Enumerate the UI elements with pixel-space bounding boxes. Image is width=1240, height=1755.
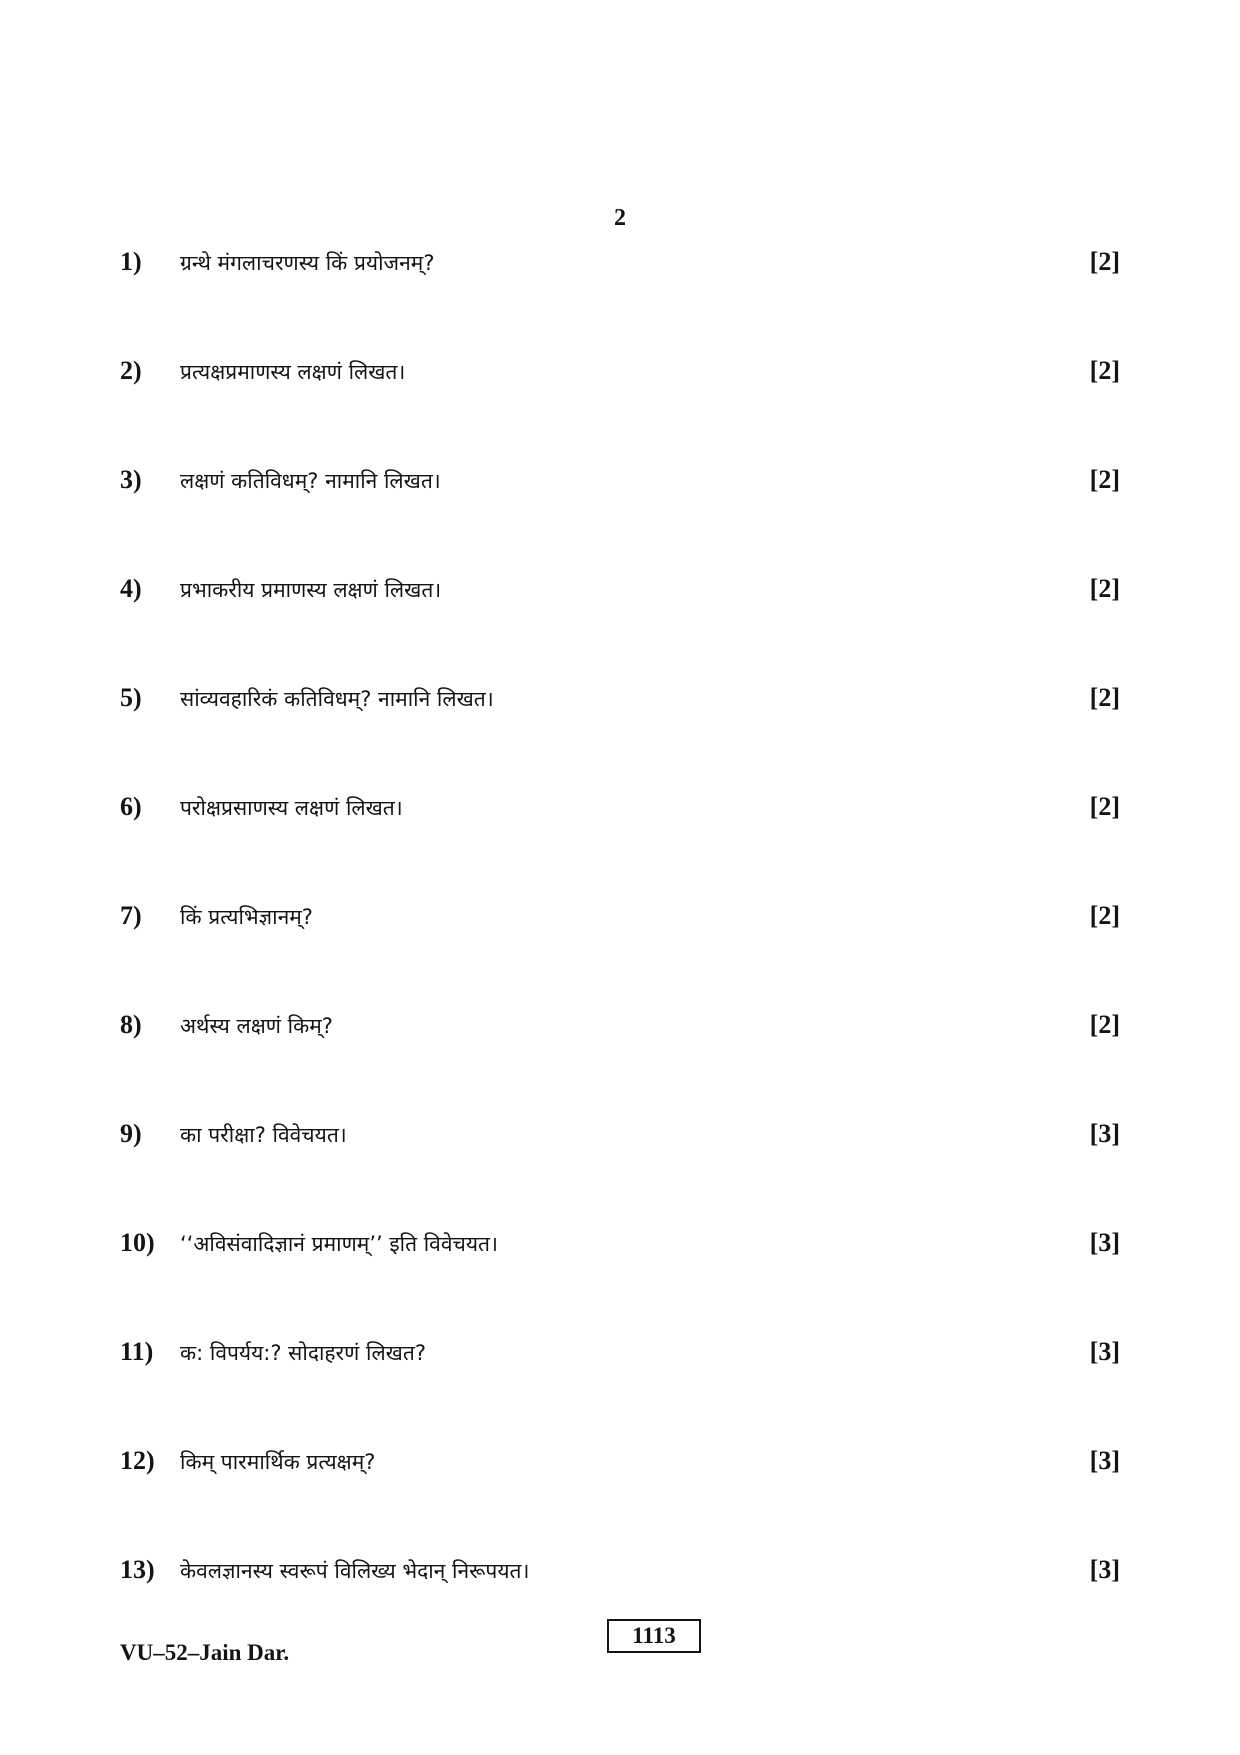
question-marks: [2] xyxy=(1089,792,1120,821)
question-marks: [2] xyxy=(1089,901,1120,930)
question-marks: [3] xyxy=(1089,1337,1120,1366)
question-text: सांव्यवहारिकं कतिविधम्? नामानि लिखत। xyxy=(180,687,494,711)
question-number: 3) xyxy=(120,465,142,494)
question-row xyxy=(120,246,1120,355)
question-list xyxy=(120,246,1120,1663)
question-text: लक्षणं कतिविधम्? नामानि लिखत। xyxy=(180,469,441,493)
question-number: 9) xyxy=(120,1119,142,1148)
question-text: प्रभाकरीय प्रमाणस्य लक्षणं लिखत। xyxy=(180,578,442,602)
question-marks: [2] xyxy=(1089,356,1120,385)
question-marks: [2] xyxy=(1089,683,1120,712)
question-marks: [3] xyxy=(1089,1446,1120,1475)
paper-code: VU–52–Jain Dar. xyxy=(120,1640,290,1665)
question-number: 7) xyxy=(120,901,142,930)
question-number: 13) xyxy=(120,1555,155,1584)
question-text: अर्थस्य लक्षणं किम्? xyxy=(180,1014,333,1038)
question-row xyxy=(120,464,1120,573)
question-row xyxy=(120,1009,1120,1118)
question-number: 11) xyxy=(120,1337,154,1366)
question-marks: [3] xyxy=(1089,1228,1120,1257)
question-number: 5) xyxy=(120,683,142,712)
question-text: किं प्रत्यभिज्ञानम्? xyxy=(180,905,313,929)
question-row xyxy=(120,573,1120,682)
question-marks: [2] xyxy=(1089,465,1120,494)
question-row xyxy=(120,1336,1120,1445)
question-text: ‘‘अविसंवादिज्ञानं प्रमाणम्’’ इति विवेचयत। xyxy=(180,1232,498,1256)
question-marks: [2] xyxy=(1089,1010,1120,1039)
question-number: 6) xyxy=(120,792,142,821)
question-text: किम् पारमार्थिक प्रत्यक्षम्? xyxy=(180,1450,376,1474)
question-row xyxy=(120,1118,1120,1227)
question-marks: [2] xyxy=(1089,574,1120,603)
question-text: परोक्षप्रसाणस्य लक्षणं लिखत। xyxy=(180,796,403,820)
question-marks: [3] xyxy=(1089,1119,1120,1148)
question-marks: [3] xyxy=(1089,1555,1120,1584)
question-row xyxy=(120,791,1120,900)
question-text: क: विपर्यय:? सोदाहरणं लिखत? xyxy=(180,1341,426,1365)
question-row xyxy=(120,1445,1120,1554)
question-text: ग्रन्थे मंगलाचरणस्य किं प्रयोजनम्? xyxy=(180,251,435,275)
question-number: 1) xyxy=(120,247,142,276)
question-number: 8) xyxy=(120,1010,142,1039)
paper-number-box: 1113 xyxy=(607,1619,701,1653)
question-text: केवलज्ञानस्य स्वरूपं विलिख्य भेदान् निरूपयत। xyxy=(180,1559,530,1583)
question-number: 2) xyxy=(120,356,142,385)
question-text: प्रत्यक्षप्रमाणस्य लक्षणं लिखत। xyxy=(180,360,406,384)
question-row xyxy=(120,682,1120,791)
question-text: का परीक्षा? विवेचयत। xyxy=(180,1123,347,1147)
question-row xyxy=(120,1227,1120,1336)
page-number: 2 xyxy=(614,205,626,231)
question-number: 4) xyxy=(120,574,142,603)
question-number: 10) xyxy=(120,1228,155,1257)
question-marks: [2] xyxy=(1089,247,1120,276)
question-number: 12) xyxy=(120,1446,155,1475)
question-row xyxy=(120,900,1120,1009)
question-row xyxy=(120,355,1120,464)
